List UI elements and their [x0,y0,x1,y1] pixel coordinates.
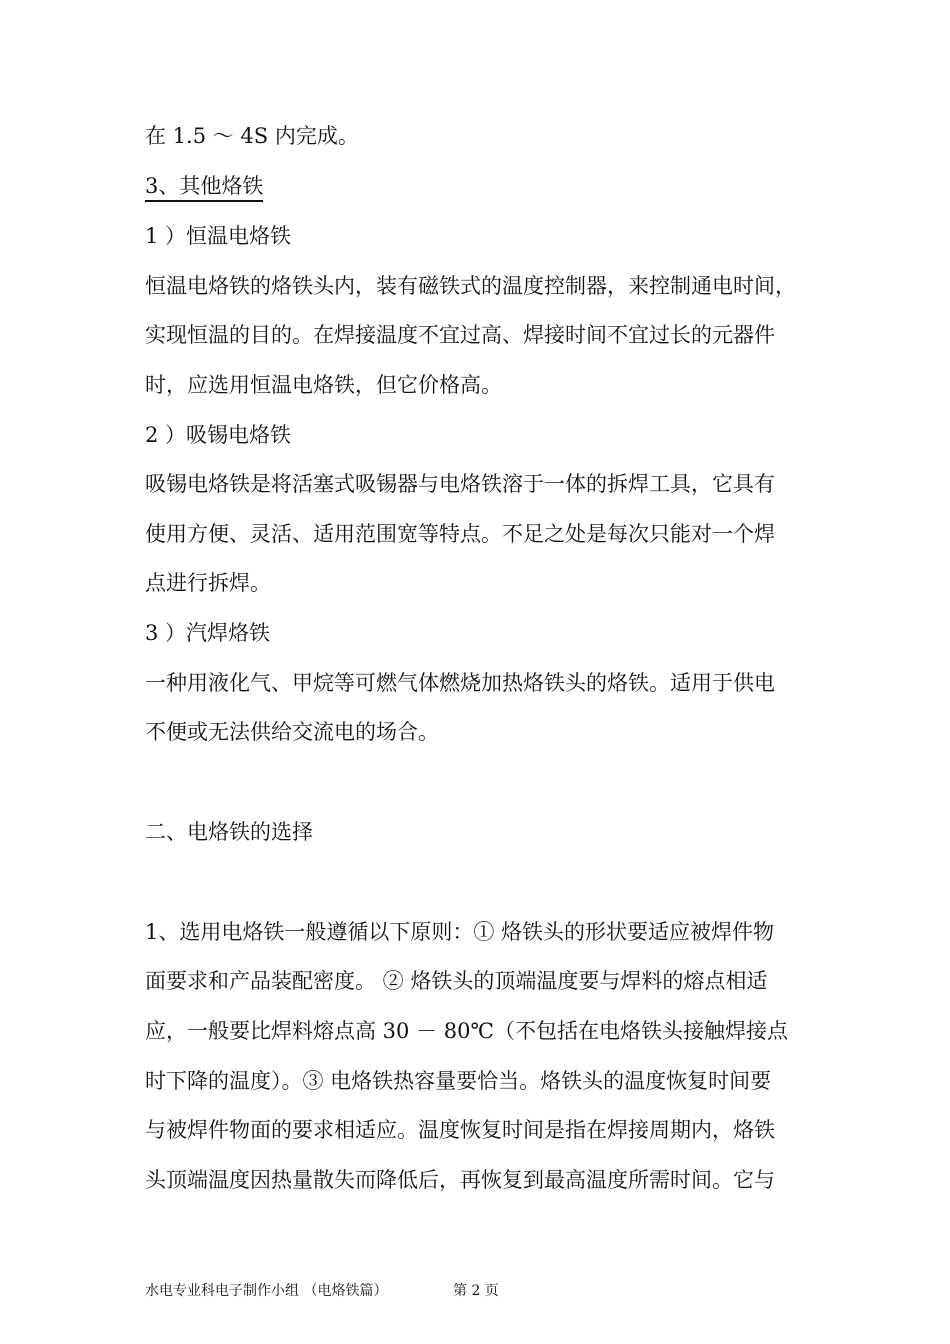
paragraph-line: 恒温电烙铁的烙铁头内，装有磁铁式的温度控制器，来控制通电时间， [145,274,796,298]
paragraph-line: 不便或无法供给交流电的场合。 [145,720,439,744]
subheading-gas-iron: 3 ）汽焊烙铁 [145,621,271,645]
footer-title: 水电专业科电子制作小组 （电烙铁篇） [145,1283,388,1299]
section-heading-3-text: 3、其他烙铁 [145,174,263,202]
paragraph-line: 时下降的温度）。③ 电烙铁热容量要恰当。烙铁头的温度恢复时间要 [145,1069,772,1093]
paragraph-line: 1、选用电烙铁一般遵循以下原则：① 烙铁头的形状要适应被焊件物 [145,920,775,944]
paragraph-line: 使用方便、灵活、适用范围宽等特点。不足之处是每次只能对一个焊 [145,522,775,546]
subheading-desoldering-iron: 2 ）吸锡电烙铁 [145,423,292,447]
paragraph-line: 头顶端温度因热量散失而降低后，再恢复到最高温度所需时间。它与 [145,1168,775,1192]
footer-page-number: 第 2 页 [453,1283,499,1299]
paragraph-line: 一种用液化气、甲烷等可燃气体燃烧加热烙铁头的烙铁。适用于供电 [145,671,775,695]
paragraph-line: 时，应选用恒温电烙铁，但它价格高。 [145,373,502,397]
paragraph-line: 点进行拆焊。 [145,571,271,595]
subheading-constant-temp-iron: 1 ）恒温电烙铁 [145,224,292,248]
paragraph-continuation: 在 1.5 ～ 4S 内完成。 [145,124,359,148]
chapter-heading-2: 二、电烙铁的选择 [145,820,313,844]
paragraph-line: 面要求和产品装配密度。 ② 烙铁头的顶端温度要与焊料的熔点相适 [145,969,768,993]
section-heading-3 [145,172,263,200]
paragraph-line: 吸锡电烙铁是将活塞式吸锡器与电烙铁溶于一体的拆焊工具，它具有 [145,472,775,496]
paragraph-line: 与被焊件物面的要求相适应。温度恢复时间是指在焊接周期内，烙铁 [145,1118,775,1142]
paragraph-line: 应，一般要比焊料熔点高 30 － 80℃（不包括在电烙铁头接触焊接点 [145,1019,788,1043]
paragraph-line: 实现恒温的目的。在焊接温度不宜过高、焊接时间不宜过长的元器件 [145,323,775,347]
